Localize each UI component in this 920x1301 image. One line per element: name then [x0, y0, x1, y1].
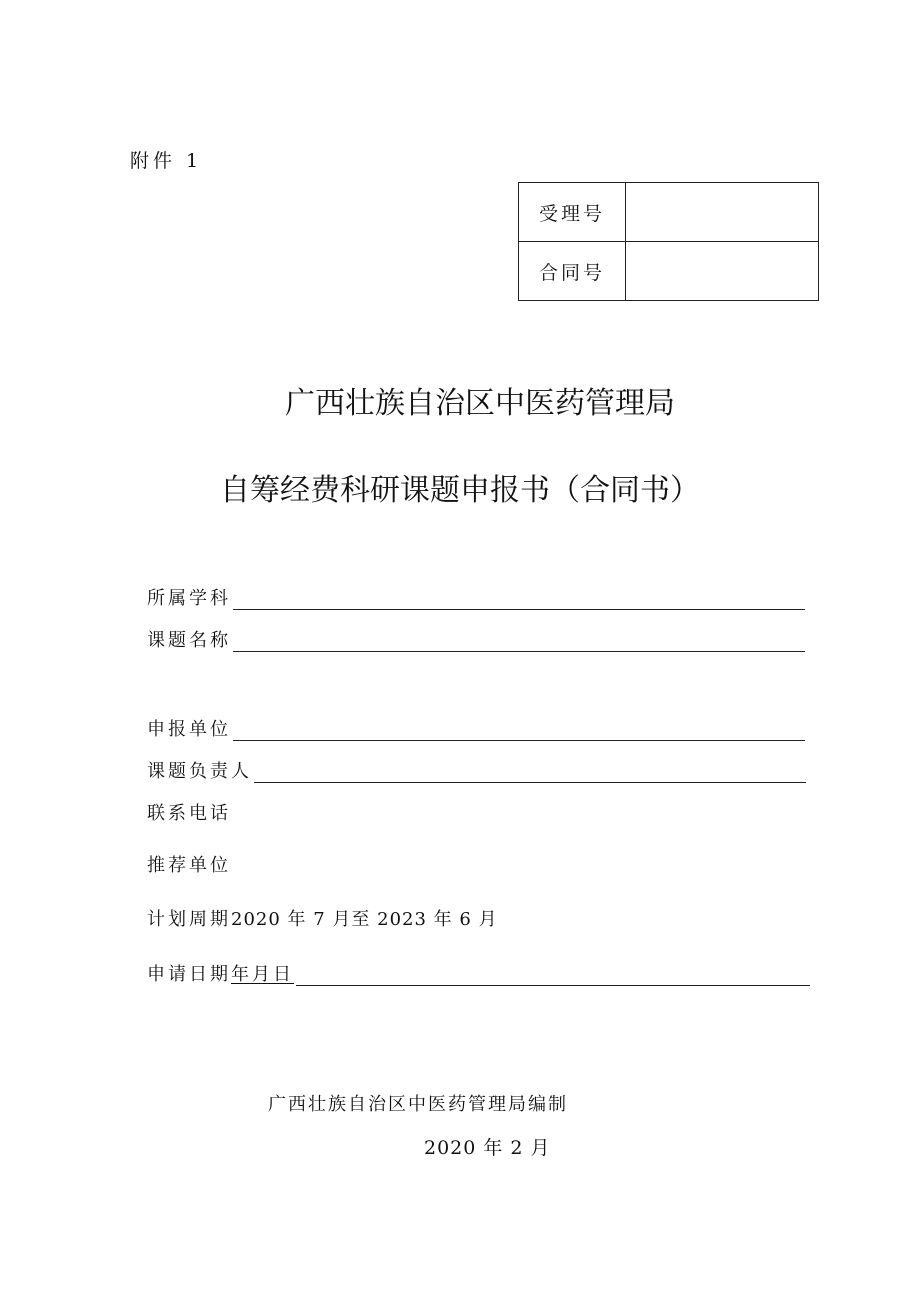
form-row-project-name	[147, 626, 805, 652]
contract-no-label: 合同号	[519, 242, 626, 301]
project-name-label: 课题名称	[147, 630, 231, 651]
applicant-unit-label: 申报单位	[147, 719, 231, 740]
discipline-label: 所属学科	[147, 588, 231, 609]
project-leader-field[interactable]	[254, 781, 806, 783]
phone-label: 联系电话	[147, 803, 231, 824]
application-date-value[interactable]: 年月日	[231, 964, 294, 985]
compiled-by: 广西壮族自治区中医药管理局编制	[268, 1094, 568, 1115]
document-title-line1: 广西壮族自治区中医药管理局	[285, 386, 675, 421]
project-name-field[interactable]	[233, 650, 805, 652]
form-row-phone	[147, 799, 231, 825]
acceptance-no-field[interactable]	[626, 183, 819, 242]
form-row-discipline	[147, 584, 805, 610]
period-value: 2020 年 7 月至 2023 年 6 月	[231, 909, 498, 930]
acceptance-no-label: 受理号	[519, 183, 626, 242]
form-row-application-date	[147, 960, 810, 986]
compiled-date: 2020 年 2 月	[424, 1137, 551, 1159]
applicant-unit-field[interactable]	[233, 739, 805, 741]
form-row-period	[147, 905, 498, 931]
form-row-recommending-unit	[147, 851, 231, 877]
recommending-unit-label: 推荐单位	[147, 855, 231, 876]
period-label: 计划周期	[147, 909, 231, 930]
form-row-applicant-unit	[147, 715, 805, 741]
application-date-field[interactable]	[296, 984, 810, 986]
document-title-line2: 自筹经费科研课题申报书（合同书）	[220, 473, 700, 508]
registry-table	[518, 182, 819, 301]
form-row-project-leader	[147, 757, 806, 783]
registry-row-contract-no	[519, 242, 819, 301]
discipline-field[interactable]	[233, 608, 805, 610]
project-leader-label: 课题负责人	[147, 761, 252, 782]
application-date-label: 申请日期	[147, 964, 231, 985]
contract-no-field[interactable]	[626, 242, 819, 301]
registry-row-acceptance-no	[519, 183, 819, 242]
attachment-label: 附件 1	[130, 150, 203, 172]
